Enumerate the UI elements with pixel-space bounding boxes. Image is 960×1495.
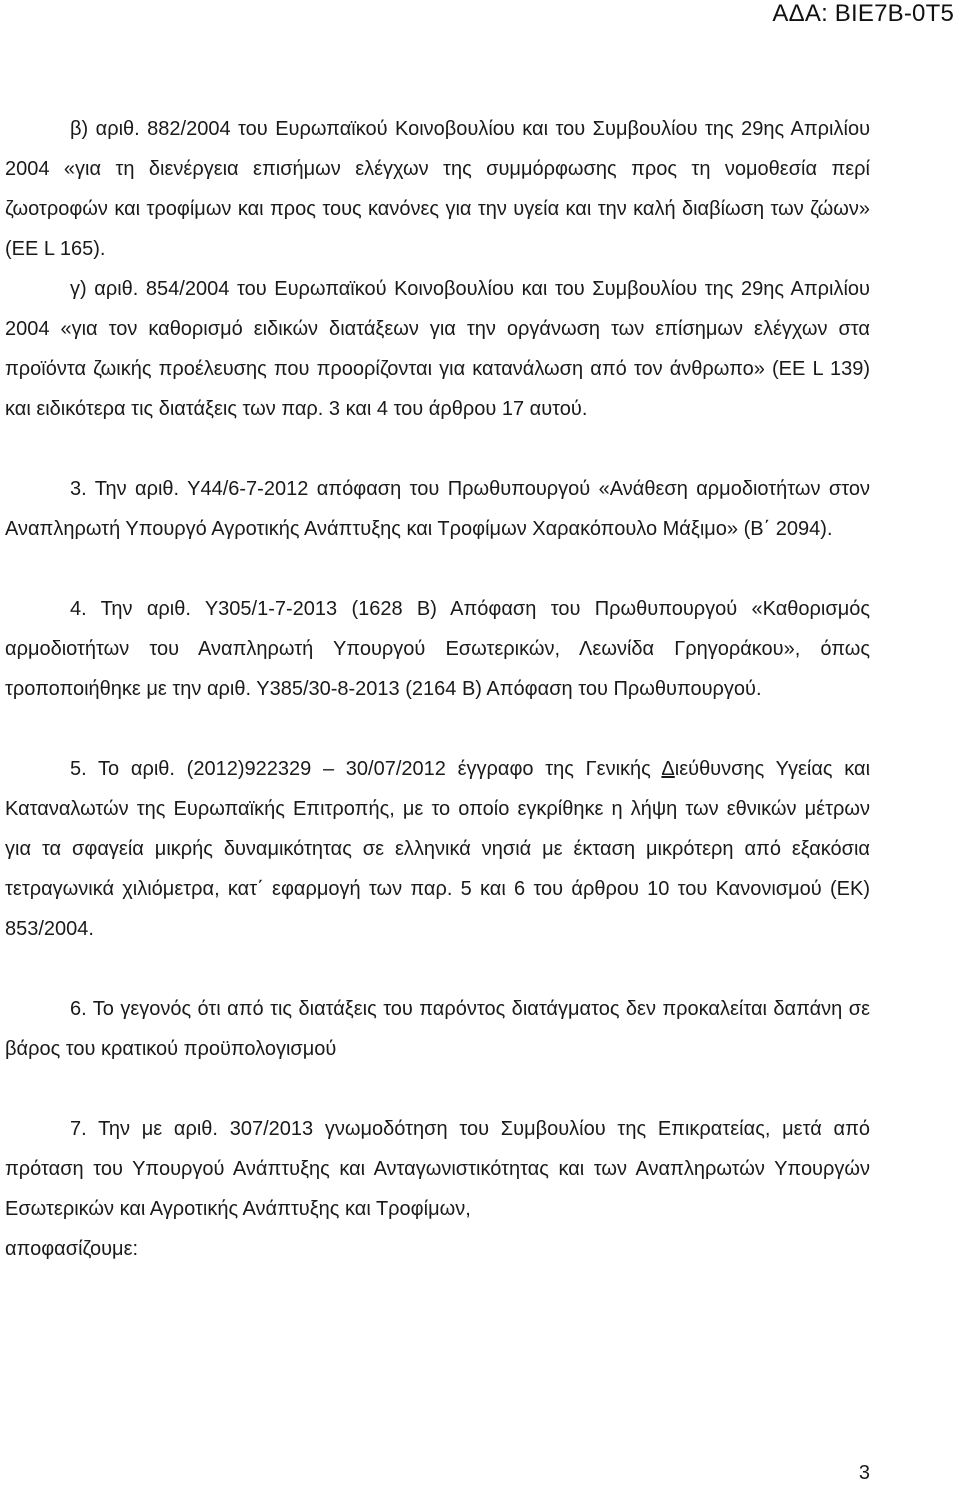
document-body (5, 109, 870, 1269)
underlined-letter: Δ (661, 758, 675, 780)
paragraph-6: 6. Το γεγονός ότι από τις διατάξεις του παρόντος διατάγματος δεν προκαλείται δαπάνη σε βάρος του κρατικού προϋπολογισμού (5, 998, 870, 1060)
paragraph-5-start: 5. Το αριθ. (2012)922329 – 30/07/2012 έγγραφο της Γενικής (70, 758, 662, 780)
paragraph-3: 3. Την αριθ. Υ44/6-7-2012 απόφαση του Πρωθυπουργού «Ανάθεση αρμοδιοτήτων στον Αναπληρωτή Υπουργό Αγροτικής Ανάπτυξης και Τροφίμων Χαρακόπουλο Μάξιμο» (Β΄ 2094). (5, 478, 870, 540)
ada-code: ΑΔΑ: ΒΙΕ7Β-0Τ5 (772, 0, 954, 27)
paragraph-5 (5, 749, 870, 949)
paragraph-4: 4. Την αριθ. Υ305/1-7-2013 (1628 Β) Απόφαση του Πρωθυπουργού «Καθορισμός αρμοδιοτήτων του Αναπληρωτή Υπουργού Εσωτερικών, Λεωνίδα Γρηγοράκου», όπως τροποποιήθηκε με την αριθ. Υ385/30-8-2013 (2164 Β) Απόφαση του Πρωθυπουργού. (5, 598, 870, 700)
decision-closing: αποφασίζουμε: (5, 1238, 139, 1260)
paragraph-7: 7. Την με αριθ. 307/2013 γνωμοδότηση του Συμβουλίου της Επικρατείας, μετά από πρόταση του Υπουργού Ανάπτυξης και Ανταγωνιστικότητας και των Αναπληρωτών Υπουργών Εσωτερικών και Αγροτικής Ανάπτυξης και Τροφίμων, (5, 1118, 870, 1220)
page-number: 3 (858, 1462, 870, 1484)
paragraph-b: β) αριθ. 882/2004 του Ευρωπαϊκού Κοινοβουλίου και του Συμβουλίου της 29ης Απριλίου 2004 «για τη διενέργεια επισήμων ελέγχων της συμμόρφωσης προς τη νομοθεσία περί ζωοτροφών και τροφίμων και προς τους κανόνες για την υγεία και την καλή διαβίωση των ζώων» (ΕΕ L 165). (5, 118, 870, 260)
paragraph-c: γ) αριθ. 854/2004 του Ευρωπαϊκού Κοινοβουλίου και του Συμβουλίου της 29ης Απριλίου 2004 «για τον καθορισμό ειδικών διατάξεων για την οργάνωση των επίσημων ελέγχων στα προϊόντα ζωικής προέλευσης που προορίζονται για κατανάλωση από τον άνθρωπο» (ΕΕ L 139) και ειδικότερα τις διατάξεις των παρ. 3 και 4 του άρθρου 17 αυτού. (5, 278, 870, 420)
paragraph-5-rest: ιεύθυνσης Υγείας και Καταναλωτών της Ευρωπαϊκής Επιτροπής, με το οποίο εγκρίθηκε η λήψη των εθνικών μέτρων για τα σφαγεία μικρής δυναμικότητας σε ελληνικά νησιά με έκταση μικρότερη από εξακόσια τετραγωνικά χιλιόμετρα, κατ΄ εφαρμογή των παρ. 5 και 6 του άρθρου 10 του Κανονισμού (ΕΚ) 853/2004. (5, 758, 871, 940)
